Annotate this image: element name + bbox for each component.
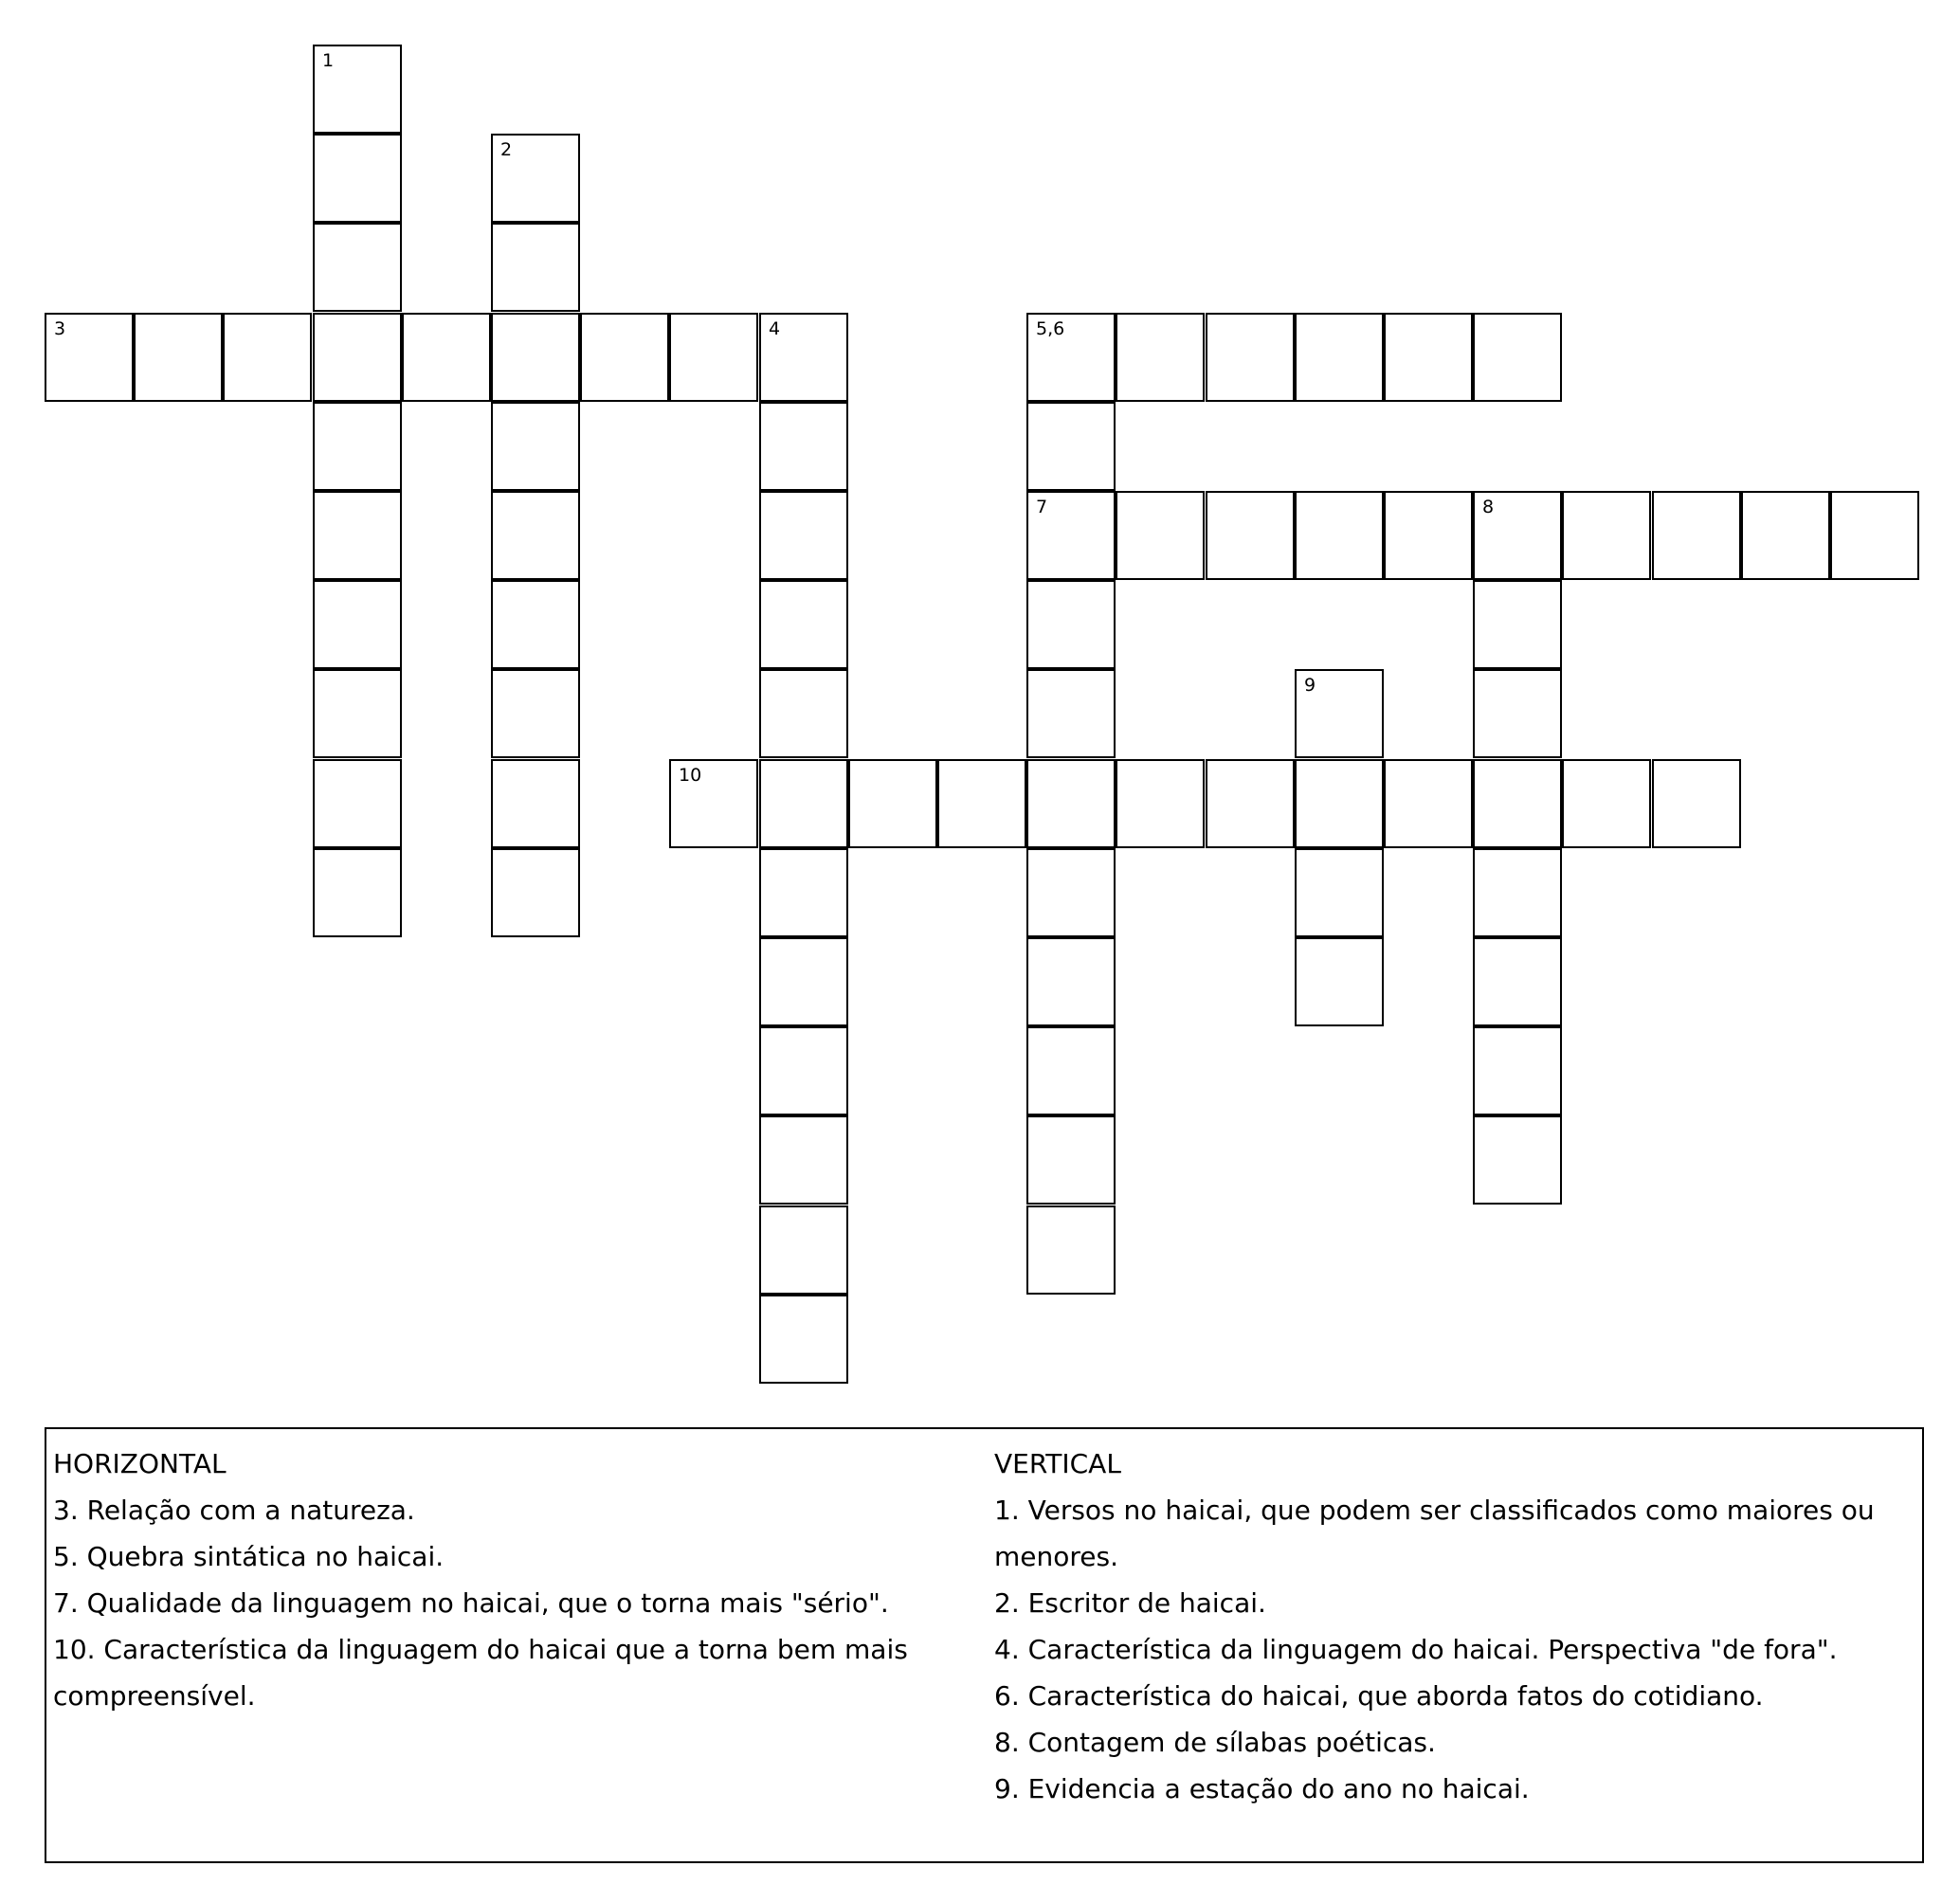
crossword-cell[interactable] [1473,580,1562,669]
clue-v-6: 6. Característica do haicai, que aborda fatos do cotidiano. [994,1680,1764,1712]
crossword-cell[interactable] [759,491,848,580]
crossword-cell[interactable] [491,759,580,848]
crossword-cell[interactable] [313,402,402,491]
crossword-cell[interactable] [313,759,402,848]
clue-number: 1 [322,50,335,71]
crossword-cell[interactable] [1026,848,1116,937]
crossword-cell[interactable] [491,134,580,223]
horizontal-title: HORIZONTAL [53,1448,227,1479]
crossword-cell[interactable] [134,313,223,402]
crossword-cell[interactable] [1295,848,1384,937]
crossword-cell[interactable] [1741,491,1830,580]
clue-v-9: 9. Evidencia a estação do ano no haicai. [994,1773,1530,1804]
clue-h-7: 7. Qualidade da linguagem no haicai, que o torna mais "sério". [53,1587,889,1619]
clue-number: 8 [1482,497,1495,517]
crossword-cell[interactable] [759,759,848,848]
crossword-cell[interactable] [223,313,312,402]
crossword-cell[interactable] [1206,759,1295,848]
crossword-cell[interactable] [313,313,402,402]
crossword-cell[interactable] [313,580,402,669]
crossword-cell[interactable] [1295,313,1384,402]
crossword-cell[interactable] [1295,759,1384,848]
crossword-cell[interactable] [1026,669,1116,758]
crossword-cell[interactable] [491,223,580,312]
crossword-cell[interactable] [1026,580,1116,669]
clue-number: 3 [54,318,66,339]
crossword-cell[interactable] [1473,491,1562,580]
clue-number: 7 [1036,497,1048,517]
crossword-cell[interactable] [1384,759,1473,848]
crossword-cell[interactable] [1473,759,1562,848]
crossword-cell[interactable] [759,580,848,669]
crossword-cell[interactable] [491,669,580,758]
crossword-cell[interactable] [759,1205,848,1295]
crossword-cell[interactable] [313,848,402,937]
crossword-cell[interactable] [1026,759,1116,848]
crossword-cell[interactable] [580,313,669,402]
crossword-cell[interactable] [1116,313,1205,402]
clues-box [45,1427,1924,1863]
crossword-cell[interactable] [1652,759,1741,848]
crossword-cell[interactable] [1384,313,1473,402]
crossword-cell[interactable] [1206,313,1295,402]
crossword-cell[interactable] [1384,491,1473,580]
clue-number: 4 [769,318,781,339]
clue-h-10: 10. Característica da linguagem do haicai que a torna bem mais compreensível. [53,1634,908,1712]
crossword-cell[interactable] [1830,491,1919,580]
crossword-cell[interactable] [313,491,402,580]
crossword-cell[interactable] [1295,491,1384,580]
crossword-cell[interactable] [1026,402,1116,491]
crossword-cell[interactable] [1116,491,1205,580]
crossword-cell[interactable] [1116,759,1205,848]
crossword-cell[interactable] [1562,759,1651,848]
crossword-cell[interactable] [491,313,580,402]
crossword-cell[interactable] [1026,1205,1116,1295]
crossword-cell[interactable] [1026,491,1116,580]
crossword-cell[interactable] [491,848,580,937]
crossword-cell[interactable] [759,313,848,402]
crossword-cell[interactable] [848,759,937,848]
crossword-cell[interactable] [491,491,580,580]
clue-v-8: 8. Contagem de sílabas poéticas. [994,1727,1436,1758]
crossword-cell[interactable] [491,402,580,491]
crossword-cell[interactable] [759,1295,848,1384]
crossword-cell[interactable] [313,134,402,223]
crossword-cell[interactable] [313,45,402,134]
horizontal-clues [53,1441,963,1719]
crossword-cell[interactable] [759,1026,848,1115]
vertical-title: VERTICAL [994,1448,1121,1479]
clue-number: 9 [1304,675,1316,696]
crossword-cell[interactable] [491,580,580,669]
crossword-cell[interactable] [1473,313,1562,402]
clue-h-3: 3. Relação com a natureza. [53,1495,415,1526]
crossword-cell[interactable] [759,402,848,491]
crossword-cell[interactable] [1562,491,1651,580]
crossword-cell[interactable] [759,937,848,1026]
crossword-cell[interactable] [759,848,848,937]
clue-number: 2 [500,139,513,160]
crossword-cell[interactable] [1473,1115,1562,1205]
clue-v-4: 4. Característica da linguagem do haicai. Perspectiva "de fora". [994,1634,1838,1665]
crossword-cell[interactable] [1652,491,1741,580]
crossword-cell[interactable] [669,759,758,848]
crossword-cell[interactable] [1026,1115,1116,1205]
crossword-cell[interactable] [1473,937,1562,1026]
crossword-cell[interactable] [759,1115,848,1205]
crossword-cell[interactable] [1473,669,1562,758]
crossword-cell[interactable] [402,313,491,402]
crossword-cell[interactable] [669,313,758,402]
vertical-clues [994,1441,1876,1812]
clue-h-5: 5. Quebra sintática no haicai. [53,1541,445,1572]
crossword-cell[interactable] [759,669,848,758]
clue-v-2: 2. Escritor de haicai. [994,1587,1266,1619]
clue-v-1: 1. Versos no haicai, que podem ser classificados como maiores ou menores. [994,1495,1875,1572]
clue-number: 10 [679,765,702,786]
crossword-cell[interactable] [1295,937,1384,1026]
crossword-cell[interactable] [1026,313,1116,402]
crossword-cell[interactable] [937,759,1026,848]
crossword-cell[interactable] [1206,491,1295,580]
crossword-cell[interactable] [1473,1026,1562,1115]
crossword-cell[interactable] [45,313,134,402]
crossword-cell[interactable] [1026,1026,1116,1115]
crossword-cell[interactable] [1473,848,1562,937]
crossword-cell[interactable] [313,669,402,758]
crossword-cell[interactable] [1026,937,1116,1026]
crossword-cell[interactable] [1295,669,1384,758]
crossword-cell[interactable] [313,223,402,312]
clue-number: 5,6 [1036,318,1065,339]
